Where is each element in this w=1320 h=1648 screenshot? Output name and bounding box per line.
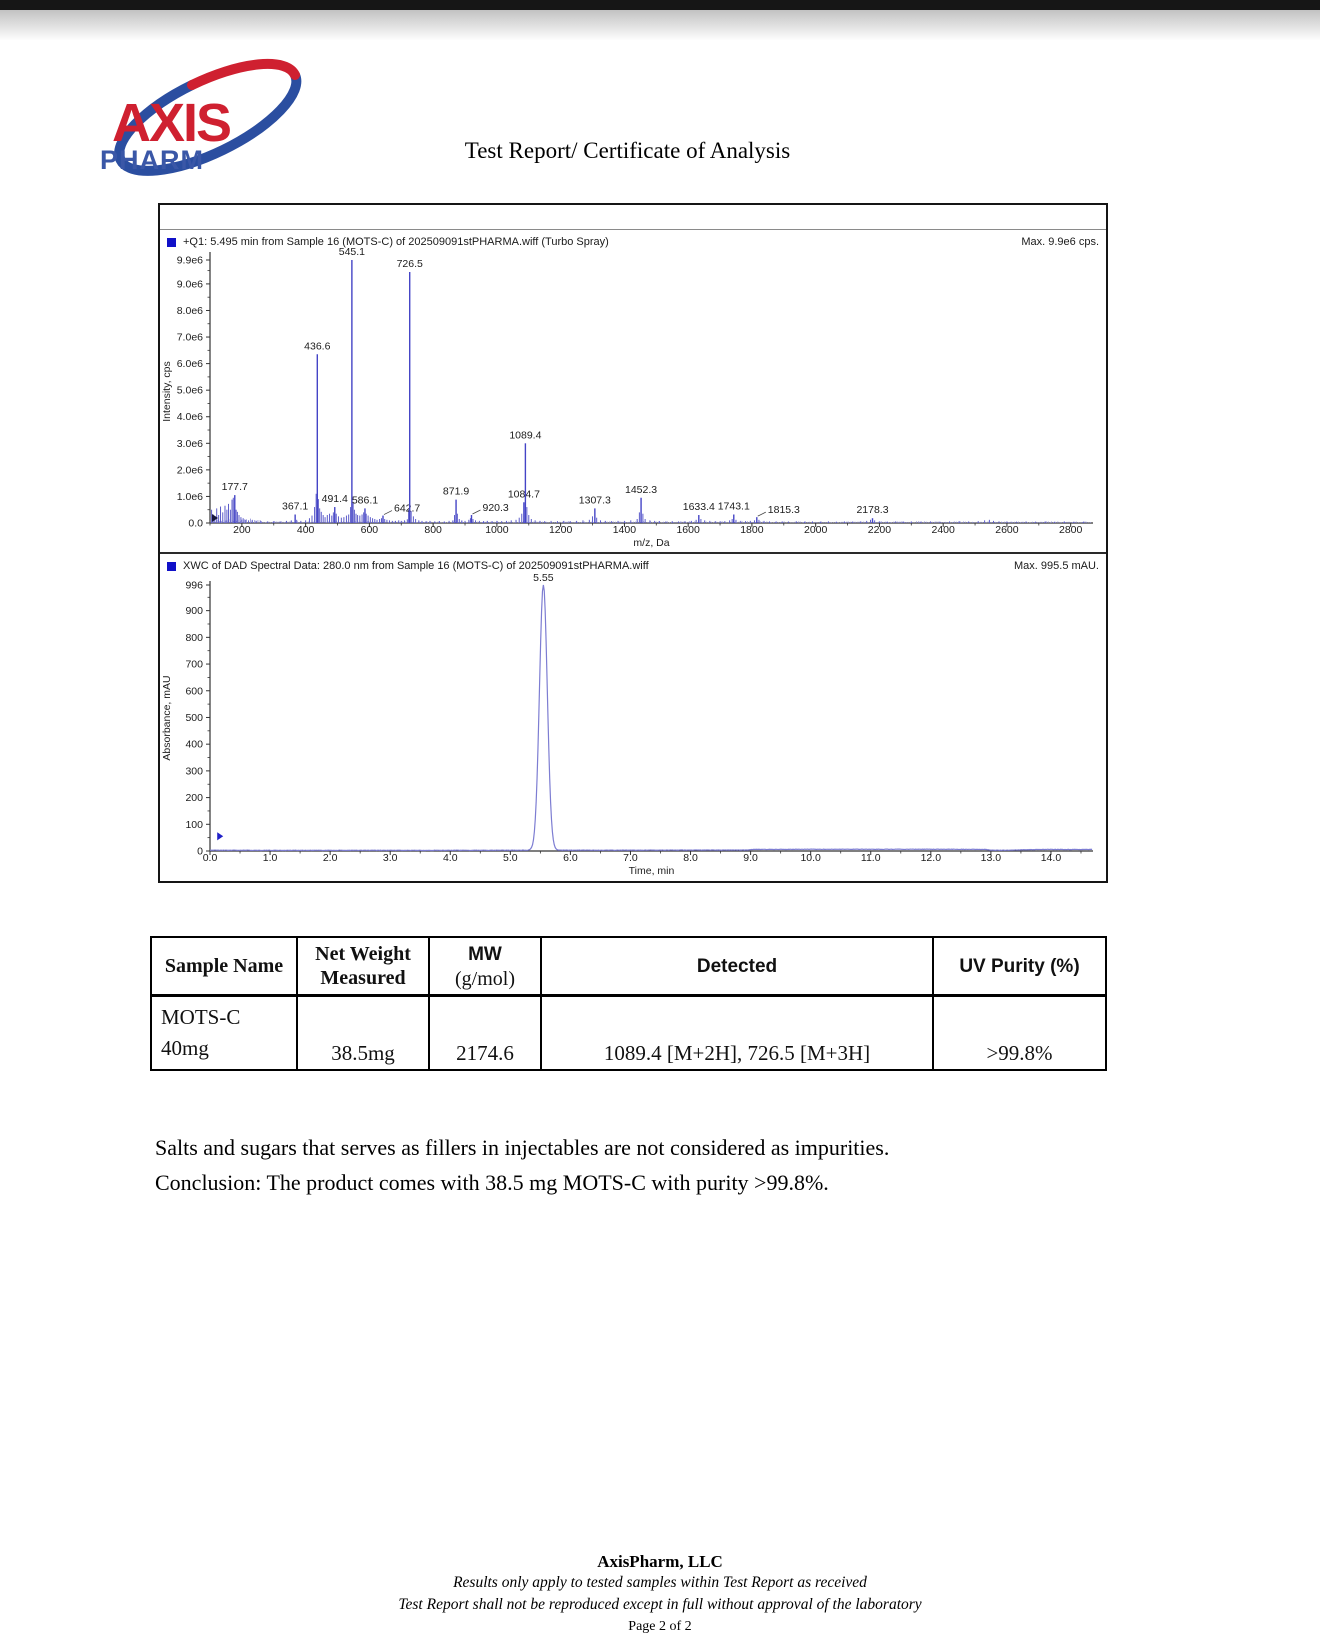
svg-text:545.1: 545.1 [338, 246, 366, 258]
cell-mw: 2174.6 [429, 996, 541, 1071]
chromatogram-chart [160, 572, 1102, 877]
logo-swoosh-red [192, 64, 295, 85]
col-sample-name: Sample Name [151, 937, 297, 996]
cell-uv-purity: >99.8% [933, 996, 1106, 1071]
svg-text:367.1: 367.1 [282, 500, 309, 513]
svg-text:0.0: 0.0 [202, 852, 218, 864]
svg-text:4.0: 4.0 [442, 852, 458, 864]
svg-text:6.0: 6.0 [563, 852, 578, 864]
svg-text:Time, min: Time, min [628, 865, 675, 877]
svg-text:642.7: 642.7 [393, 502, 421, 515]
ms-chart-title: +Q1: 5.495 min from Sample 16 (MOTS-C) of 202509091stPHARMA.wiff (Turbo Spray) [183, 236, 609, 248]
svg-text:920.3: 920.3 [482, 502, 509, 515]
svg-text:5.0e6: 5.0e6 [176, 384, 203, 397]
svg-text:200: 200 [185, 792, 203, 805]
svg-text:600: 600 [185, 685, 203, 698]
svg-text:586.1: 586.1 [351, 494, 379, 507]
svg-text:436.6: 436.6 [304, 340, 331, 353]
pane-marker-icon [167, 238, 176, 247]
svg-text:0: 0 [197, 845, 203, 858]
col-net-weight: Net Weight Measured [297, 937, 429, 996]
svg-text:13.0: 13.0 [980, 852, 1002, 864]
svg-text:7.0e6: 7.0e6 [176, 331, 203, 344]
footer-page-number: Page 2 of 2 [628, 1619, 692, 1634]
svg-text:1400: 1400 [612, 524, 637, 536]
logo-axis-text: AXIS [112, 93, 231, 153]
cell-detected: 1089.4 [M+2H], 726.5 [M+3H] [541, 996, 933, 1071]
footer-disclaimer-1: Results only apply to tested samples within Test Report as received [453, 1574, 867, 1591]
svg-text:400: 400 [296, 524, 315, 536]
xwc-chart-header [167, 558, 1099, 574]
results-table [150, 936, 1107, 1071]
svg-text:1452.3: 1452.3 [625, 483, 658, 496]
cell-sample-name: MOTS-C 40mg [151, 996, 297, 1071]
svg-text:1089.4: 1089.4 [509, 429, 542, 442]
svg-text:2178.3: 2178.3 [856, 504, 889, 517]
svg-text:1307.3: 1307.3 [578, 494, 611, 507]
cell-net-weight: 38.5mg [297, 996, 429, 1071]
svg-text:4.0e6: 4.0e6 [176, 411, 203, 424]
svg-text:m/z, Da: m/z, Da [633, 537, 670, 549]
svg-text:1084.7: 1084.7 [507, 488, 540, 501]
svg-text:1.0e6: 1.0e6 [176, 490, 203, 503]
svg-text:1815.3: 1815.3 [767, 504, 800, 517]
svg-text:3.0e6: 3.0e6 [176, 437, 203, 450]
svg-text:996: 996 [185, 579, 203, 592]
svg-text:2600: 2600 [995, 524, 1019, 536]
svg-text:1800: 1800 [740, 524, 764, 536]
svg-text:8.0e6: 8.0e6 [176, 304, 203, 317]
svg-text:600: 600 [360, 524, 379, 536]
notes-block [155, 1130, 1115, 1200]
svg-text:400: 400 [185, 738, 203, 751]
svg-text:1600: 1600 [676, 524, 700, 536]
col-detected: Detected [541, 937, 933, 996]
svg-text:9.9e6: 9.9e6 [176, 254, 203, 267]
scan-edge-bar [0, 0, 1320, 10]
svg-text:177.7: 177.7 [221, 481, 248, 494]
document-title: Test Report/ Certificate of Analysis [464, 138, 791, 163]
xwc-chart-title: XWC of DAD Spectral Data: 280.0 nm from Sample 16 (MOTS-C) of 202509091stPHARMA.wiff [183, 560, 649, 572]
svg-text:2.0: 2.0 [322, 852, 338, 864]
svg-text:5.55: 5.55 [533, 572, 554, 584]
svg-text:9.0: 9.0 [743, 852, 758, 864]
ms-chart-header [167, 234, 1099, 250]
svg-text:1743.1: 1743.1 [717, 500, 750, 513]
page-top-shadow [0, 10, 1320, 40]
svg-text:2000: 2000 [803, 524, 828, 536]
table-header-row [151, 937, 1106, 996]
svg-text:10.0: 10.0 [800, 852, 821, 864]
svg-text:11.0: 11.0 [860, 852, 881, 864]
table-data-row [151, 996, 1106, 1071]
pane-marker-icon [167, 562, 176, 571]
svg-text:3.0: 3.0 [382, 852, 398, 864]
svg-text:200: 200 [233, 524, 251, 536]
svg-text:300: 300 [185, 765, 203, 778]
svg-text:500: 500 [185, 711, 203, 724]
svg-text:1633.4: 1633.4 [682, 501, 715, 514]
svg-text:7.0: 7.0 [623, 852, 638, 864]
svg-text:100: 100 [185, 818, 203, 831]
footer [0, 1552, 1320, 1637]
ms-chart-max-label: Max. 9.9e6 cps. [1021, 236, 1099, 248]
svg-text:2.0e6: 2.0e6 [176, 464, 203, 477]
svg-text:0.0: 0.0 [188, 517, 203, 530]
chart-panel [158, 203, 1108, 883]
note-fillers: Salts and sugars that serves as fillers in injectables are not considered as impurities. [155, 1135, 890, 1160]
pane-strip [160, 205, 1106, 230]
svg-text:800: 800 [185, 631, 203, 644]
mass-spectrum-chart [160, 246, 1102, 550]
pane-divider [160, 552, 1106, 554]
svg-text:491.4: 491.4 [321, 493, 348, 506]
svg-text:1.0: 1.0 [262, 852, 278, 864]
svg-text:14.0: 14.0 [1040, 852, 1062, 864]
note-conclusion: Conclusion: The product comes with 38.5 mg MOTS-C with purity >99.8%. [155, 1170, 829, 1195]
svg-text:1200: 1200 [548, 524, 573, 536]
svg-text:2400: 2400 [931, 524, 955, 536]
logo-pharm-text: PHARM [100, 145, 204, 175]
svg-text:871.9: 871.9 [442, 485, 470, 498]
footer-disclaimer-2: Test Report shall not be reproduced except in full without approval of the laboratory [398, 1596, 922, 1613]
footer-company: AxisPharm, LLC [597, 1552, 723, 1571]
xwc-chart-max-label: Max. 995.5 mAU. [1014, 560, 1099, 572]
svg-text:Intensity, cps: Intensity, cps [161, 361, 173, 422]
svg-text:6.0e6: 6.0e6 [176, 358, 203, 371]
svg-text:900: 900 [185, 605, 203, 618]
svg-text:8.0: 8.0 [683, 852, 698, 864]
col-uv-purity: UV Purity (%) [933, 937, 1106, 996]
axispharm-logo [90, 45, 310, 185]
col-mw: MW (g/mol) [429, 937, 541, 996]
svg-text:Absorbance, mAU: Absorbance, mAU [161, 675, 173, 761]
svg-text:2800: 2800 [1059, 524, 1083, 536]
svg-text:12.0: 12.0 [920, 852, 942, 864]
svg-text:9.0e6: 9.0e6 [176, 278, 203, 291]
svg-text:5.0: 5.0 [503, 852, 518, 864]
svg-text:2200: 2200 [867, 524, 892, 536]
svg-text:1000: 1000 [485, 524, 509, 536]
svg-text:700: 700 [185, 658, 203, 671]
svg-text:800: 800 [424, 524, 442, 536]
svg-text:726.5: 726.5 [396, 257, 423, 270]
